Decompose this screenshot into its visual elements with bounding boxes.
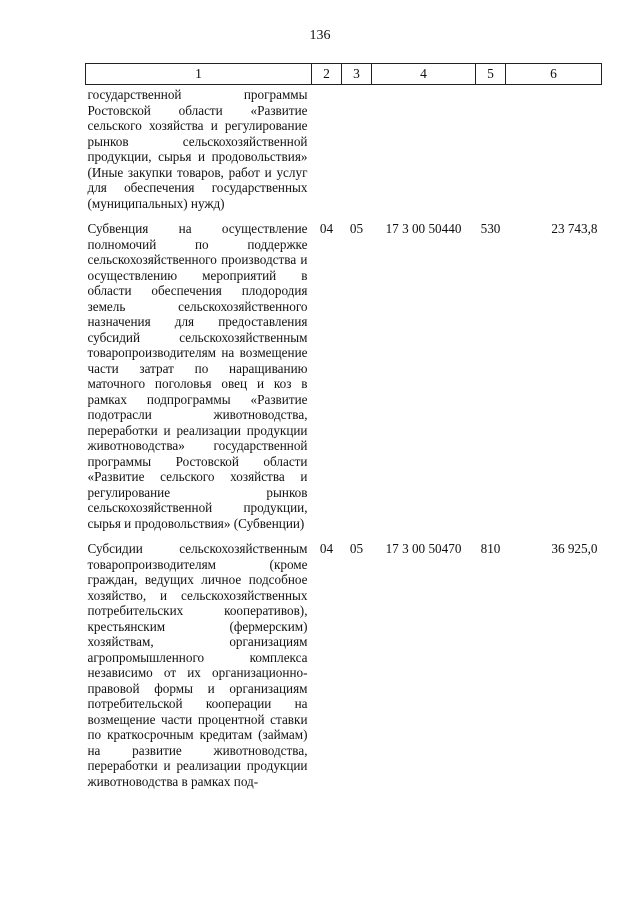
row-description: государственной программы Ростовской области «Развитие сельского хозяйства и регулирование рынков сельскохозяйственной продукции, сырья и продовольствия» (Иные закупки товаров, работ и услуг для обеспечения государственных (муниципальных) нужд) bbox=[87, 87, 308, 211]
table-header-row bbox=[86, 64, 602, 85]
table-row bbox=[86, 531, 602, 789]
row-target-article bbox=[372, 85, 476, 212]
row-subsection bbox=[342, 85, 372, 212]
column-header: 6 bbox=[506, 64, 602, 85]
column-header: 5 bbox=[476, 64, 506, 85]
row-section bbox=[312, 85, 342, 212]
row-expense-type: 810 bbox=[480, 541, 501, 556]
page-number: 136 bbox=[309, 28, 331, 43]
row-sum bbox=[506, 85, 602, 212]
row-sum: 23 743,8 bbox=[551, 221, 598, 236]
row-description: Субвенция на осуществление полномочий по поддержке сельскохозяйственного производства и осуществлению мероприятий в области обеспечения плодородия земель сельскохозяйственного назначения для предоставления субсидий сельскохозяйственным товаропроизводителям на возмещение части затрат по наращиванию маточного поголовья овец и коз в рамках подпрограммы «Развитие подотрасли животноводства, переработки и реализации продукции животноводства» государственной программы Ростовской области «Развитие сельского хозяйства и регулирование рынков сельскохозяйственной продукции, сырья и продовольствия» (Субвенции) bbox=[87, 221, 308, 531]
column-header: 4 bbox=[372, 64, 476, 85]
row-target-article: 17 3 00 50470 bbox=[385, 541, 462, 556]
row-section: 04 bbox=[319, 221, 334, 236]
budget-table bbox=[85, 63, 602, 789]
table-row bbox=[86, 211, 602, 531]
table-row bbox=[86, 85, 602, 212]
row-expense-type: 530 bbox=[480, 221, 501, 236]
row-description: Субсидии сельскохозяйственным товаропроизводителям (кроме граждан, ведущих личное подсобное хозяйство, и сельскохозяйственных потребительских кооперативов), крестьянским (фермерским) хозяйствам, организациям агропромышленного комплекса независимо от их организационно-правовой формы и организациям потребительской кооперации на возмещение части процентной ставки по краткосрочным кредитам (займам) на развитие животноводства, переработки и реализации продукции животноводства в рамках под- bbox=[87, 541, 308, 789]
column-header: 3 bbox=[342, 64, 372, 85]
column-header: 1 bbox=[86, 64, 312, 85]
row-sum: 36 925,0 bbox=[551, 541, 598, 556]
row-target-article: 17 3 00 50440 bbox=[385, 221, 462, 236]
row-subsection: 05 bbox=[349, 221, 364, 236]
row-section: 04 bbox=[319, 541, 334, 556]
column-header: 2 bbox=[312, 64, 342, 85]
row-subsection: 05 bbox=[349, 541, 364, 556]
row-expense-type bbox=[476, 85, 506, 212]
